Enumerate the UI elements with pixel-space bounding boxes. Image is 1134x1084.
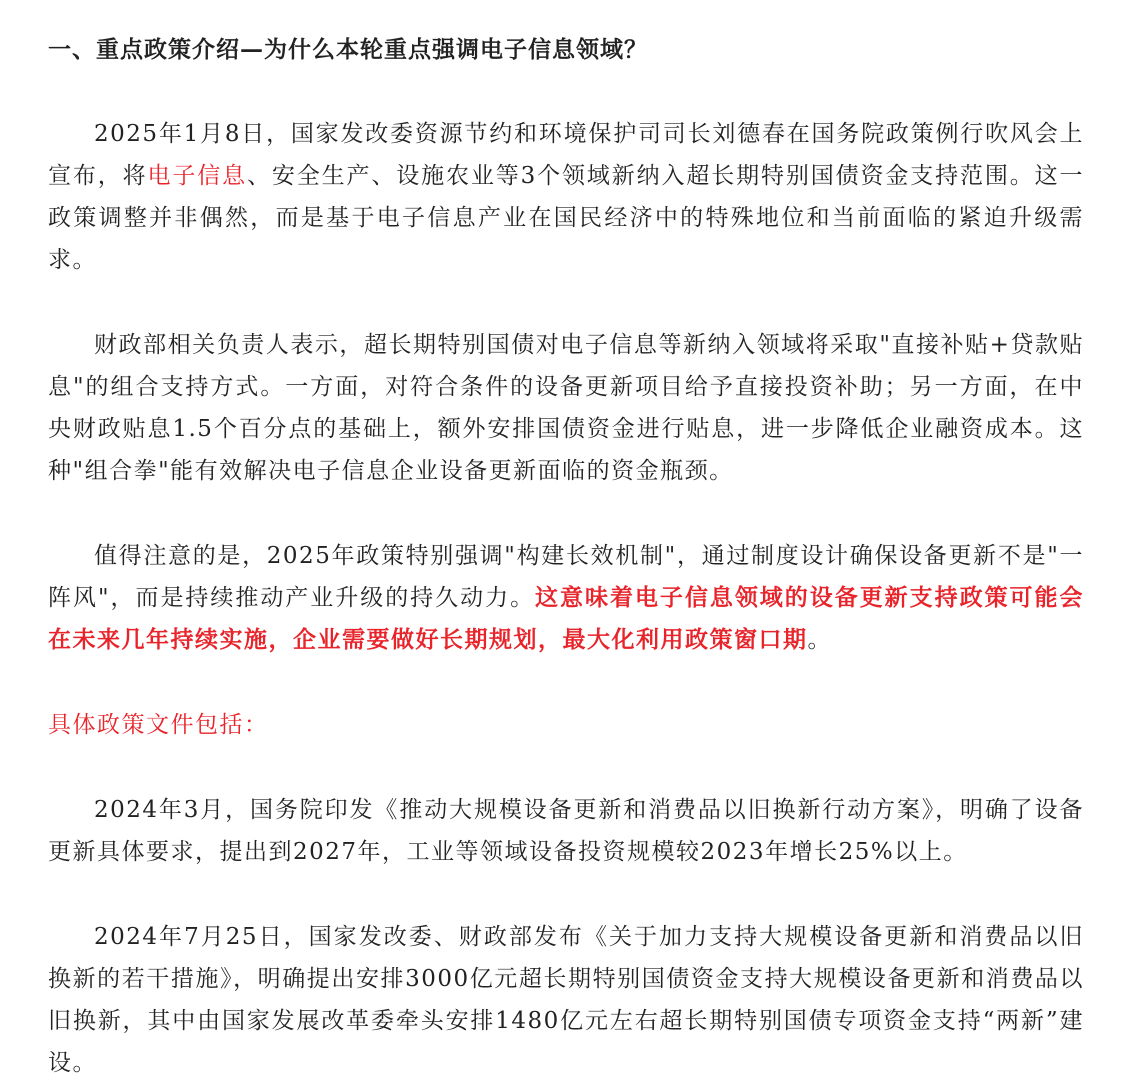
paragraph-long-term-mechanism	[48, 535, 1084, 661]
policy-documents-subheading: 具体政策文件包括：	[48, 712, 269, 738]
section-heading: 一、重点政策介绍—为什么本轮重点强调电子信息领域？	[48, 36, 648, 63]
paragraph-policy-announcement	[48, 113, 1084, 281]
highlight-long-term-planning: 这意味着电子信息领域的设备更新支持政策可能会在未来几年持续实施，企业需要做好长期规划，最大化利用政策窗口期	[48, 584, 1084, 653]
paragraph-text: 2025年1月8日，国家发改委资源节约和环境保护司司长刘德春在国务院政策例行吹风会上宣布，将	[48, 121, 1084, 189]
paragraph-2024-march-plan: 2024年3月，国务院印发《推动大规模设备更新和消费品以旧换新行动方案》，明确了设备更新具体要求，提出到2027年，工业等领域设备投资规模较2023年增长25%以上。	[48, 797, 1084, 865]
paragraph-2024-july-measures: 2024年7月25日，国家发改委、财政部发布《关于加力支持大规模设备更新和消费品以旧换新的若干措施》，明确提出安排3000亿元超长期特别国债资金支持大规模设备更新和消费品以旧换新，其中由国家发展改革委牵头安排1480亿元左右超长期特别国债专项资金支持“两新”建设。	[48, 924, 1084, 1076]
paragraph-text: 。	[807, 627, 832, 653]
paragraph-support-method: 财政部相关负责人表示，超长期特别国债对电子信息等新纳入领域将采取"直接补贴+贷款贴息"的组合支持方式。一方面，对符合条件的设备更新项目给予直接投资补助；另一方面，在中央财政贴息1.5个百分点的基础上，额外安排国债资金进行贴息，进一步降低企业融资成本。这种"组合拳"能有效解决电子信息企业设备更新面临的资金瓶颈。	[48, 332, 1084, 484]
paragraph-text: 值得注意的是，2025年政策特别强调"构建长效机制"，通过制度设计确保设备更新不是"一阵风"，而是持续推动产业升级的持久动力。	[48, 543, 1084, 611]
highlight-electronic-info: 电子信息	[147, 163, 247, 189]
paragraph-text: 、安全生产、设施农业等3个领域新纳入超长期特别国债资金支持范围。这一政策调整并非偶然，而是基于电子信息产业在国民经济中的特殊地位和当前面临的紧迫升级需求。	[48, 163, 1084, 273]
